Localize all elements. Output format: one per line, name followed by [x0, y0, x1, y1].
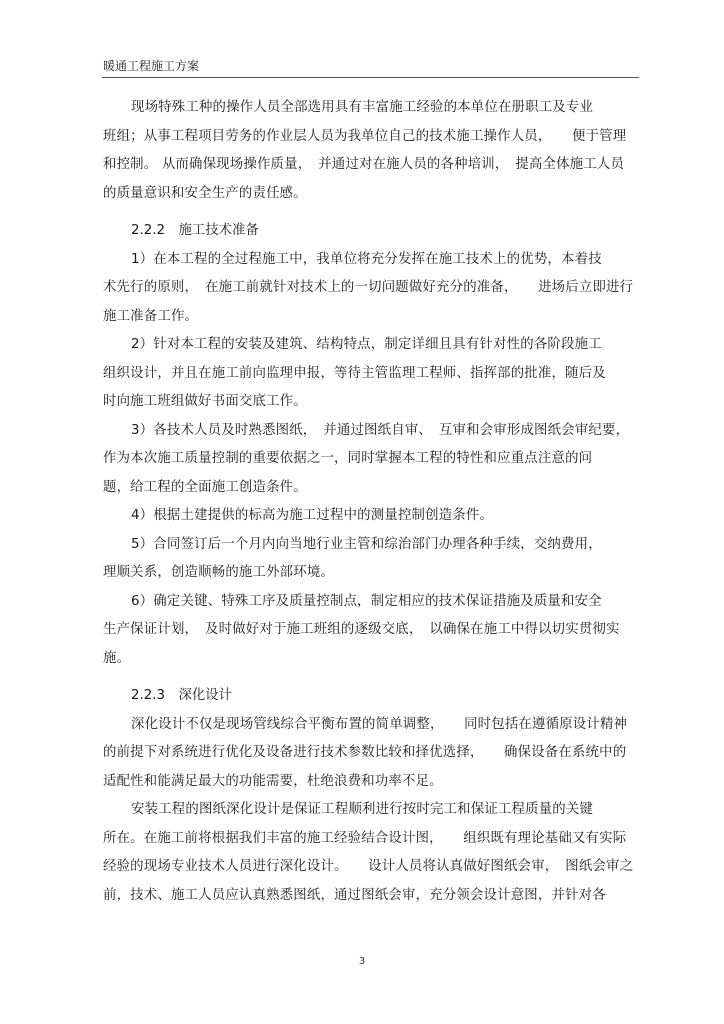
- text-line: 的前提下对系统进行优化及设备进行技术参数比较和择优选择， 确保设备在系统中的: [103, 745, 627, 760]
- text-line: 施工准备工作。: [103, 308, 199, 324]
- header-rule: [102, 77, 639, 78]
- running-header: 暖通工程施工方案: [103, 59, 200, 73]
- paragraph-deepening-design: [103, 711, 643, 797]
- text-line: 作为本次施工质量控制的重要依据之一，同时掌握本工程的特性和应重点注意的问: [103, 451, 593, 466]
- section-heading-2-2-3: 2.2.3 深化设计: [131, 688, 233, 703]
- text-line: 生产保证计划， 及时做好对于施工班组的逐级交底， 以确保在施工中得以切实贯彻实: [103, 622, 620, 637]
- text-line: 所在。在施工前将根据我们丰富的施工经验结合设计图， 组织既有理论基础又有实际: [103, 830, 627, 846]
- text-line: 题，给工程的全面施工创造条件。: [103, 479, 307, 495]
- paragraph-staffing: [103, 94, 643, 208]
- text-line: 组织设计，并且在施工前向监理申报，等待主管监理工程师、指挥部的批准，随后及: [103, 365, 606, 381]
- page-number: 3: [358, 956, 366, 967]
- body-text: [103, 94, 643, 910]
- paragraph-item-2: [103, 331, 643, 417]
- paragraph-item-3: [103, 417, 643, 503]
- text-line: 的质量意识和安全生产的责任感。: [103, 185, 307, 201]
- text-line: 班组；从事工程项目劳务的作业层人员为我单位自己的技术施工操作人员， 便于管理: [103, 128, 627, 144]
- text-line: 时向施工班组做好书面交底工作。: [103, 394, 307, 409]
- text-line: 经验的现场专业技术人员进行深化设计。 设计人员将认真做好图纸会审， 图纸会审之: [103, 859, 634, 874]
- text-line: 理顺关系，创造顺畅的施工外部环境。: [103, 565, 335, 580]
- section-heading-2-2-2: 2.2.2 施工技术准备: [131, 223, 259, 238]
- text-line: 和控制。 从而确保现场操作质量， 并通过对在施人员的各种培训， 提高全体施工人员: [103, 157, 625, 172]
- text-line: 适配性和能满足最大的功能需要，杜绝浪费和功率不足。: [103, 773, 443, 789]
- paragraph-item-5: [103, 531, 643, 588]
- text-line: 安装工程的图纸深化设计是保证工程顺利进行按时完工和保证工程质量的关键: [131, 802, 594, 817]
- paragraph-item-1: [103, 246, 643, 332]
- text-line: 1）在本工程的全过程施工中，我单位将充分发挥在施工技术上的优势，本着技: [131, 251, 602, 267]
- text-line: 术先行的原则， 在施工前就针对技术上的一切问题做好充分的准备， 进场后立即进行: [103, 280, 634, 295]
- text-line: 2）针对本工程的安装及建筑、结构特点，制定详细且具有针对性的各阶段施工: [131, 337, 602, 352]
- paragraph-drawing-review: [103, 796, 643, 910]
- paragraph-item-6: [103, 588, 643, 674]
- text-line: 3）各技术人员及时熟悉图纸， 并通过图纸自审、 互审和会审形成图纸会审纪要，: [131, 422, 630, 438]
- paragraph-item-4: [103, 502, 643, 531]
- text-line: 前，技术、施工人员应认真熟悉图纸，通过图纸会审，充分领会设计意图，并针对各: [103, 887, 606, 903]
- text-line: 5）合同签订后一个月内向当地行业主管和综治部门办理各种手续，交纳费用，: [131, 536, 602, 552]
- text-line: 现场特殊工种的操作人员全部选用具有丰富施工经验的本单位在册职工及专业: [131, 100, 594, 115]
- text-line: 4）根据土建提供的标高为施工过程中的测量控制创造条件。: [131, 508, 494, 523]
- text-line: 深化设计不仅是现场管线综合平衡布置的简单调整， 同时包括在遵循原设计精神: [131, 716, 628, 732]
- text-line: 施。: [103, 650, 131, 666]
- text-line: 6）确定关键、特殊工序及质量控制点，制定相应的技术保证措施及质量和安全: [131, 593, 602, 609]
